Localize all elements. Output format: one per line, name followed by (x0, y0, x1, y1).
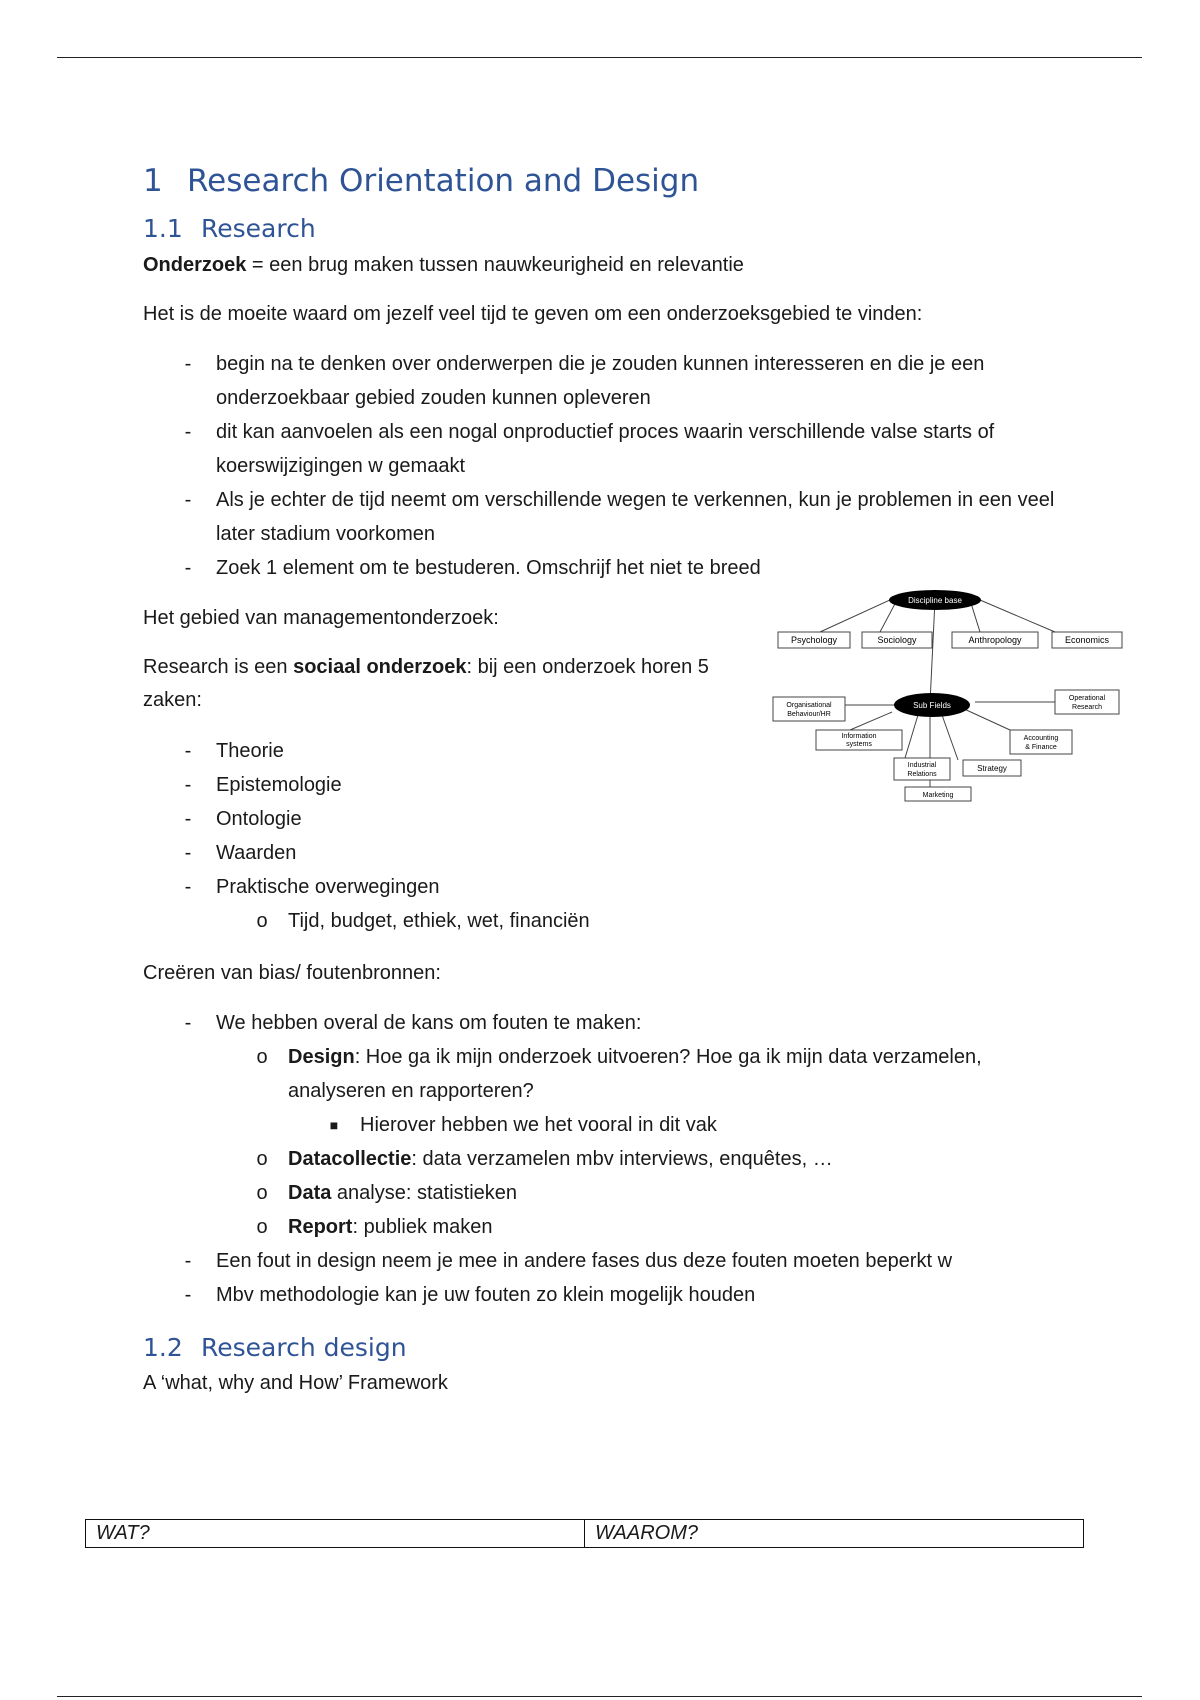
list-subitem: o Report: publiek maken (256, 1216, 493, 1238)
section-number: 1.2 (143, 1333, 183, 1362)
section-title: Research design (201, 1333, 407, 1362)
list-item: - begin na te denken over onderwerpen die je zouden kunnen interesseren en die je een onderzoekbaar gebied zouden kunnen opleveren (184, 353, 985, 409)
research-fields-diagram (770, 590, 1190, 820)
section-heading-research (143, 214, 316, 243)
list-subitem: o Data analyse: statistieken (256, 1182, 518, 1204)
section-number: 1.1 (143, 214, 183, 243)
list-item: - Mbv methodologie kan je uw fouten zo klein mogelijk houden (184, 1284, 756, 1306)
list-subitem: o Datacollectie: data verzamelen mbv interviews, enquêtes, … (256, 1148, 833, 1170)
table-header-cell: WAAROM? (584, 1520, 1083, 1547)
section-title: Research (201, 214, 316, 243)
subfield-information-systems: Information systems (841, 733, 877, 748)
subfield-industrial-relations: Industrial Relations (907, 762, 937, 778)
chapter-heading (143, 163, 699, 199)
list-item: - Theorie (184, 740, 284, 762)
definition-paragraph (143, 249, 744, 282)
list-item: - Als je echter de tijd neemt om verschillende wegen te verkennen, kun je problemen in een veel later stadium voorkomen (184, 489, 1055, 545)
page-top-rule (57, 57, 1142, 58)
sub-fields-label: Sub Fields (913, 701, 951, 710)
list-item: - Waarden (184, 842, 297, 864)
definition-term: Onderzoek (143, 254, 247, 276)
discipline-anthropology: Anthropology (968, 635, 1022, 645)
social-research-paragraph: Research is een sociaal onderzoek: bij een onderzoek horen 5 zaken: (143, 656, 709, 711)
subfield-organisational-behaviour: Organisational Behaviour/HR (786, 702, 832, 718)
intro-paragraph: Het is de moeite waard om jezelf veel tijd te geven om een onderzoeksgebied te vinden: (143, 303, 923, 325)
discipline-psychology: Psychology (790, 635, 838, 645)
list-item: - We hebben overal de kans om fouten te maken: (184, 1012, 642, 1034)
list-subitem: o Tijd, budget, ethiek, wet, financiën (256, 910, 590, 932)
discipline-sociology: Sociology (877, 635, 917, 645)
page-bottom-rule (57, 1696, 1142, 1697)
list-item: - Epistemologie (184, 774, 342, 796)
subfield-strategy: Strategy (977, 764, 1007, 773)
table-header-cell: WAT? (96, 1522, 150, 1544)
discipline-economics: Economics (1064, 635, 1110, 645)
subfield-marketing: Marketing (922, 792, 954, 799)
framework-table-header (85, 1519, 1084, 1548)
chapter-number: 1 (143, 163, 163, 199)
framework-subtitle: A ‘what, why and How’ Framework (143, 1372, 448, 1394)
chapter-title: Research Orientation and Design (187, 163, 700, 199)
list-item: - Een fout in design neem je mee in andere fases dus deze fouten moeten beperkt w (184, 1250, 953, 1272)
list-item: - Zoek 1 element om te bestuderen. Omschrijf het niet te breed (184, 557, 761, 579)
definition-text: = een brug maken tussen nauwkeurigheid en relevantie (246, 254, 744, 276)
bias-heading: Creëren van bias/ foutenbronnen: (143, 962, 441, 984)
list-subitem: o Design: Hoe ga ik mijn onderzoek uitvoeren? Hoe ga ik mijn data verzamelen, analyseren en rapporteren? (256, 1046, 982, 1102)
subfield-operational-research: Operational Research (1068, 695, 1106, 711)
field-heading: Het gebied van managementonderzoek: (143, 607, 499, 629)
section-heading-research-design (143, 1333, 407, 1362)
list-item: - Praktische overwegingen (184, 876, 440, 898)
subfield-accounting-finance: Accounting & Finance (1023, 735, 1059, 751)
discipline-base-label: Discipline base (908, 596, 962, 605)
list-item: - dit kan aanvoelen als een nogal onproductief proces waarin verschillende valse starts of koerswijzigingen w gemaakt (184, 421, 995, 477)
list-subsubitem: ■ Hierover hebben we het vooral in dit vak (329, 1114, 717, 1136)
list-item: - Ontologie (184, 808, 302, 830)
